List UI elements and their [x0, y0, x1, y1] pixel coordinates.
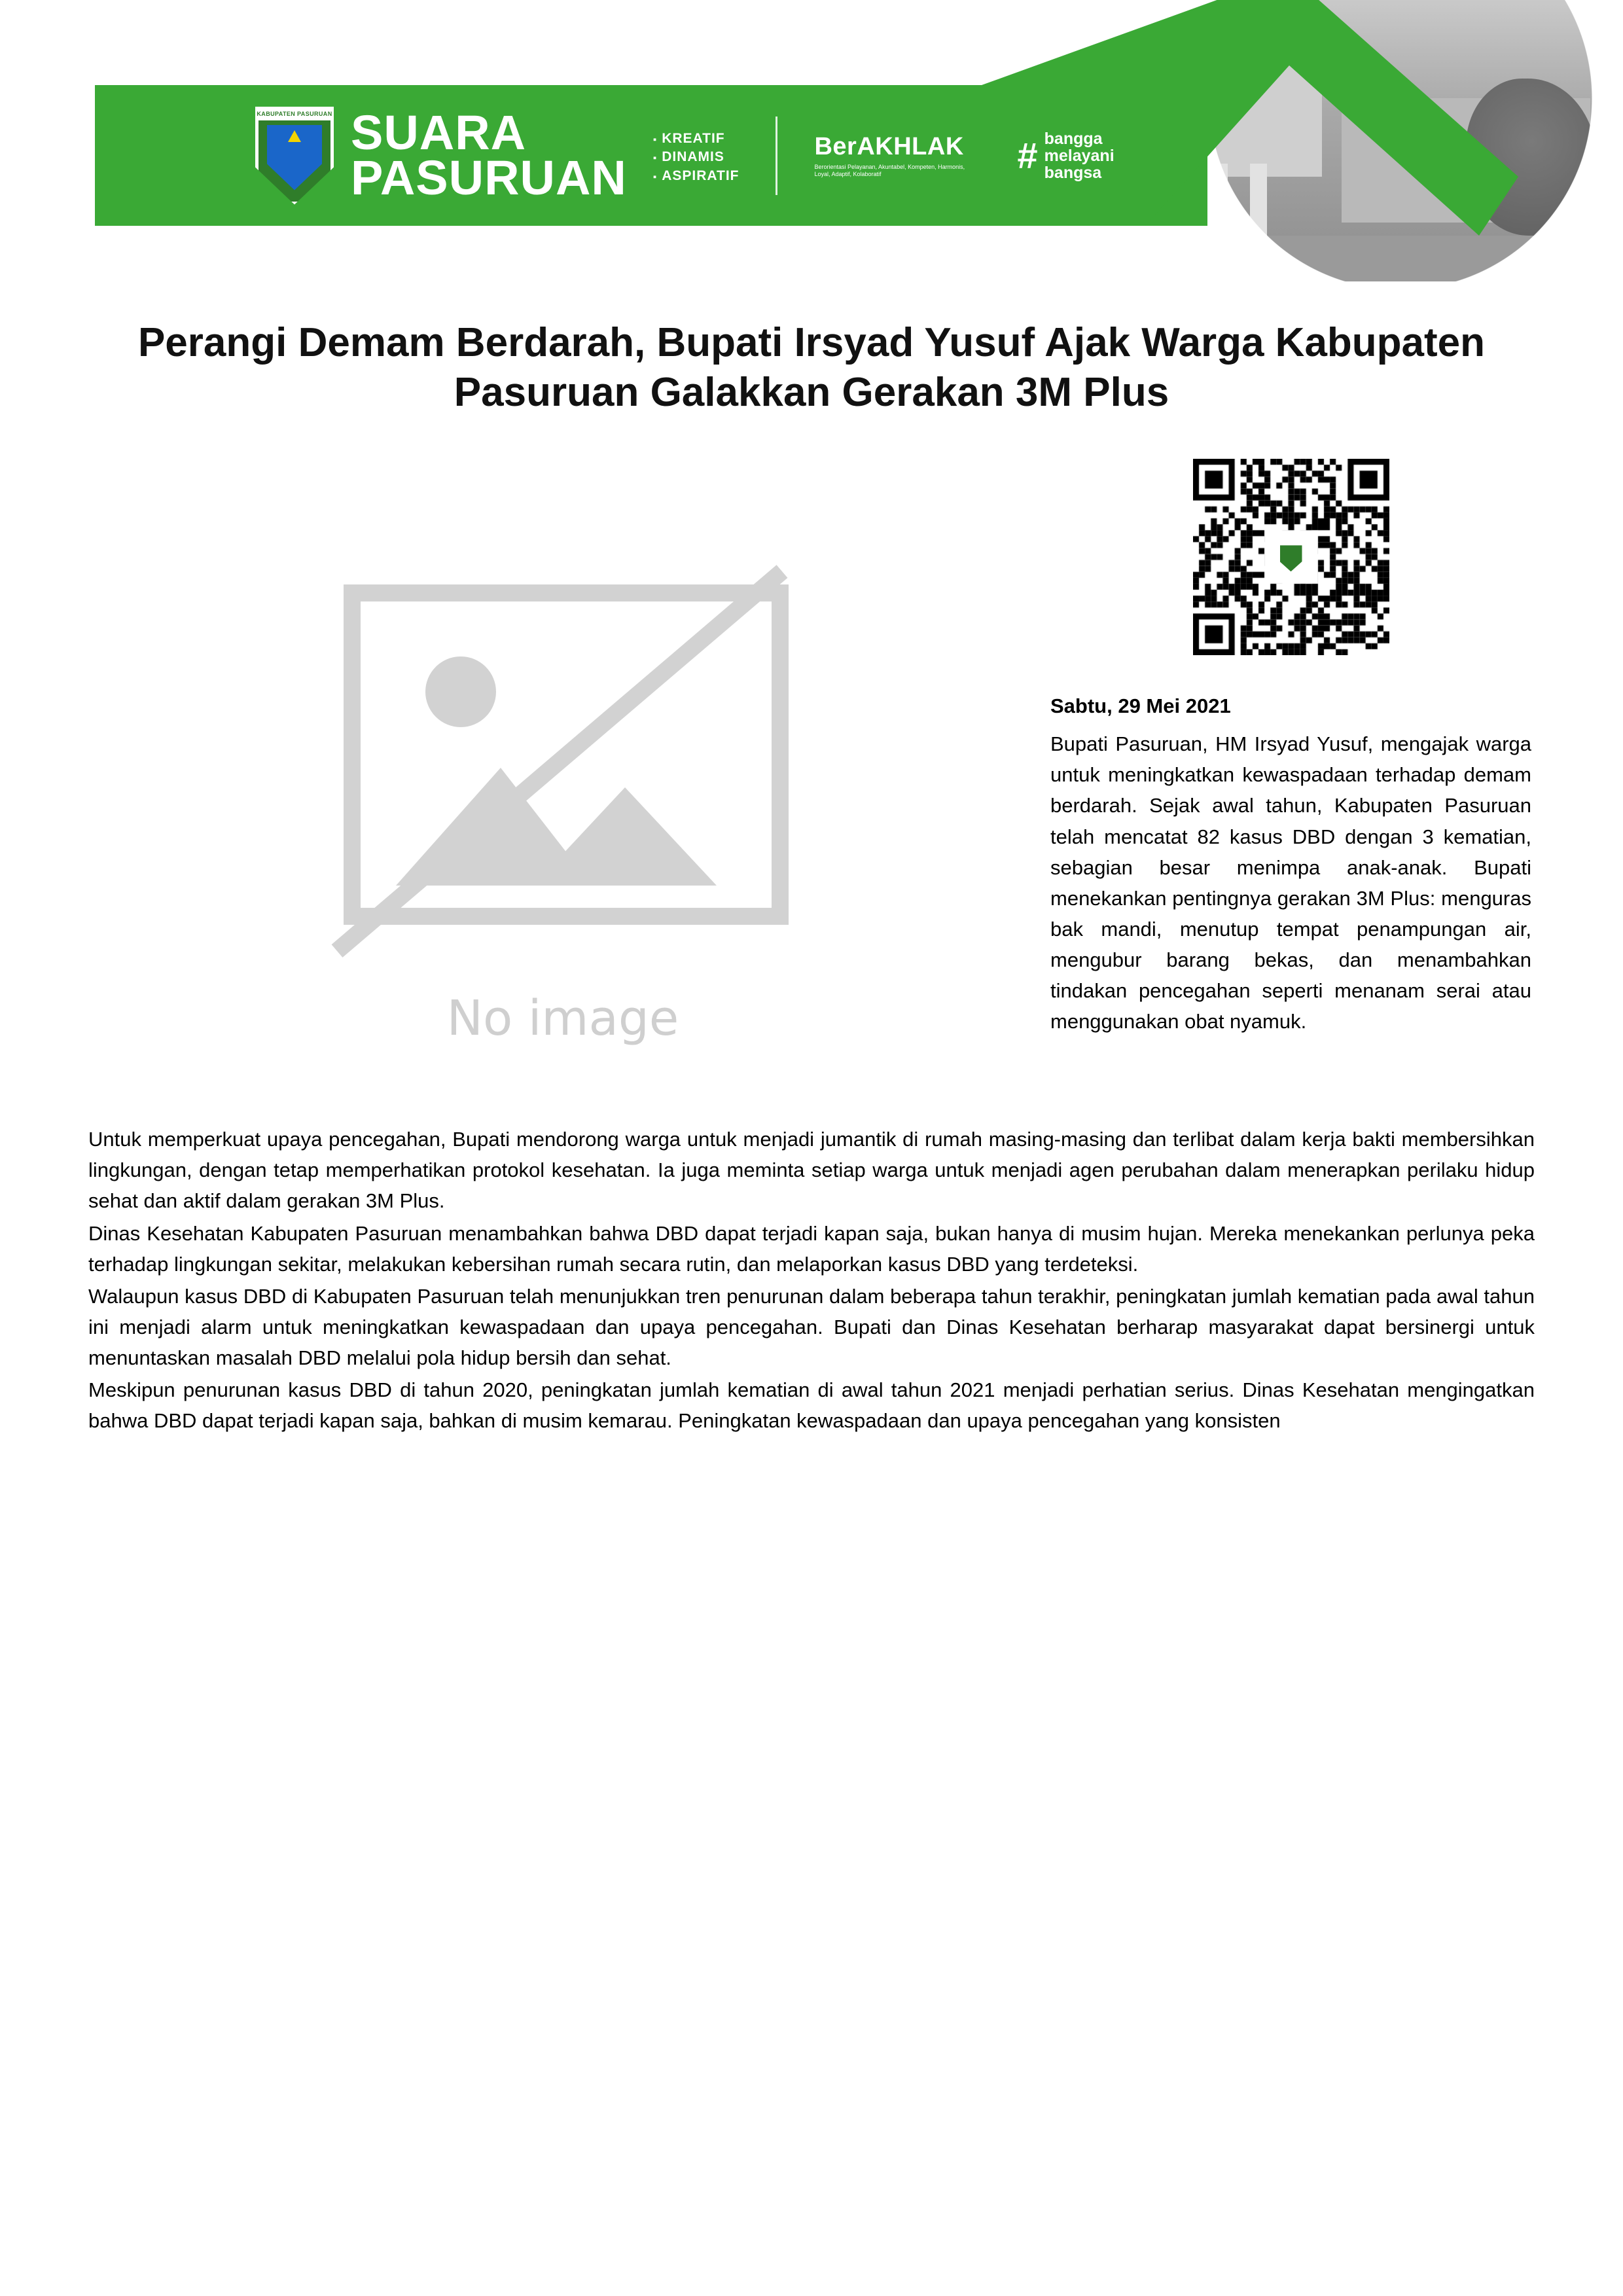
brand-tagline	[653, 130, 740, 185]
article-paragraph-4: Meskipun penurunan kasus DBD di tahun 2020, peningkatan jumlah kematian di awal tahun 2021 menjadi perhatian serius. Dinas Kesehatan mengingatkan bahwa DBD dapat terjadi kapan saja, bahkan di musim kemarau. Peningkatan kewaspadaan dan upaya pencegahan yang konsisten	[88, 1378, 1535, 1433]
bangga-line-3: bangsa	[1044, 163, 1102, 182]
berakhlak-logo	[814, 133, 978, 179]
berakhlak-title: BerAKHLAK	[814, 132, 964, 160]
header-divider	[776, 117, 777, 195]
article-paragraph-3: Walaupun kasus DBD di Kabupaten Pasuruan telah menunjukkan tren penurunan dalam beberapa tahun terakhir, peningkatan jumlah kematian pada awal tahun ini menjadi alarm untuk meningkatkan kewaspadaan dan upaya pencegahan. Bupati dan Dinas Kesehatan berharap masyarakat dapat bersinergi untuk menuntaskan masalah DBD melalui pola hidup bersih dan sehat.	[88, 1284, 1535, 1370]
brand-line-1: SUARA	[351, 105, 527, 160]
crest-caption: KABUPATEN PASURUAN	[257, 110, 332, 117]
article-date: Sabtu, 29 Mei 2021	[1050, 694, 1231, 718]
article-top-area	[88, 447, 1535, 1115]
article-paragraph-1: Untuk memperkuat upaya pencegahan, Bupati mendorong warga untuk menjadi jumantik di rumah masing-masing dan terlibat dalam kerja bakti membersihkan lingkungan, dengan tetap memperhatikan protokol kesehatan. Ia juga meminta setiap warga untuk menjadi agen perubahan dalam menerapkan perilaku hidup sehat dan aktif dalam gerakan 3M Plus.	[88, 1128, 1535, 1213]
tagline-item-kreatif: ▪ KREATIF	[653, 130, 740, 148]
page-header	[0, 0, 1623, 281]
qr-center-crest-icon	[1275, 541, 1308, 576]
bangga-line-1: bangga	[1044, 129, 1103, 148]
article-body	[88, 1124, 1535, 1436]
article-lead-paragraph: Bupati Pasuruan, HM Irsyad Yusuf, mengajak warga untuk meningkatkan kewaspadaan terhadap demam berdarah. Sejak awal tahun, Kabupaten Pasuruan telah mencatat 82 kasus DBD dengan 3 kematian, sebagian besar menimpa anak-anak. Bupati menekankan pentingnya gerakan 3M Plus: menguras bak mandi, menutup tempat penampungan air, mengubur barang bekas, dan menambahkan tindakan pencegahan seperti menanam serai atau menggunakan obat nyamuk.	[1050, 732, 1531, 1033]
article-image-placeholder	[88, 447, 1024, 1115]
image-slash-icon	[324, 558, 808, 964]
article-paragraph-2: Dinas Kesehatan Kabupaten Pasuruan menambahkan bahwa DBD dapat terjadi kapan saja, bukan hanya di musim hujan. Mereka menekankan perlunya peka terhadap lingkungan sekitar, melakukan kebersihan rumah secara rutin, dan melaporkan kasus DBD yang terdeteksi.	[88, 1221, 1535, 1276]
tagline-item-dinamis: ▪ DINAMIS	[653, 148, 740, 166]
brand-line-2: PASURUAN	[351, 150, 627, 205]
hashtag-icon: #	[1017, 134, 1038, 176]
article-side-column	[1050, 447, 1531, 1037]
bangga-melayani-bangsa-logo	[1017, 130, 1114, 181]
article-title: Perangi Demam Berdarah, Bupati Irsyad Yusuf Ajak Warga Kabupaten Pasuruan Galakkan Gerakan 3M Plus	[137, 320, 1486, 415]
brand-logo-block	[255, 92, 1115, 219]
berakhlak-subtitle: Berorientasi Pelayanan, Akuntabel, Kompeten, Harmonis, Loyal, Adaptif, Kolaboratif	[814, 163, 965, 177]
bangga-line-2: melayani	[1044, 146, 1115, 165]
tagline-item-aspiratif: ▪ ASPIRATIF	[653, 167, 740, 185]
qr-code[interactable]	[1193, 459, 1389, 655]
image-placeholder-label: No image	[446, 990, 679, 1047]
brand-wordmark	[351, 105, 627, 205]
pasuruan-crest-icon	[255, 107, 334, 205]
